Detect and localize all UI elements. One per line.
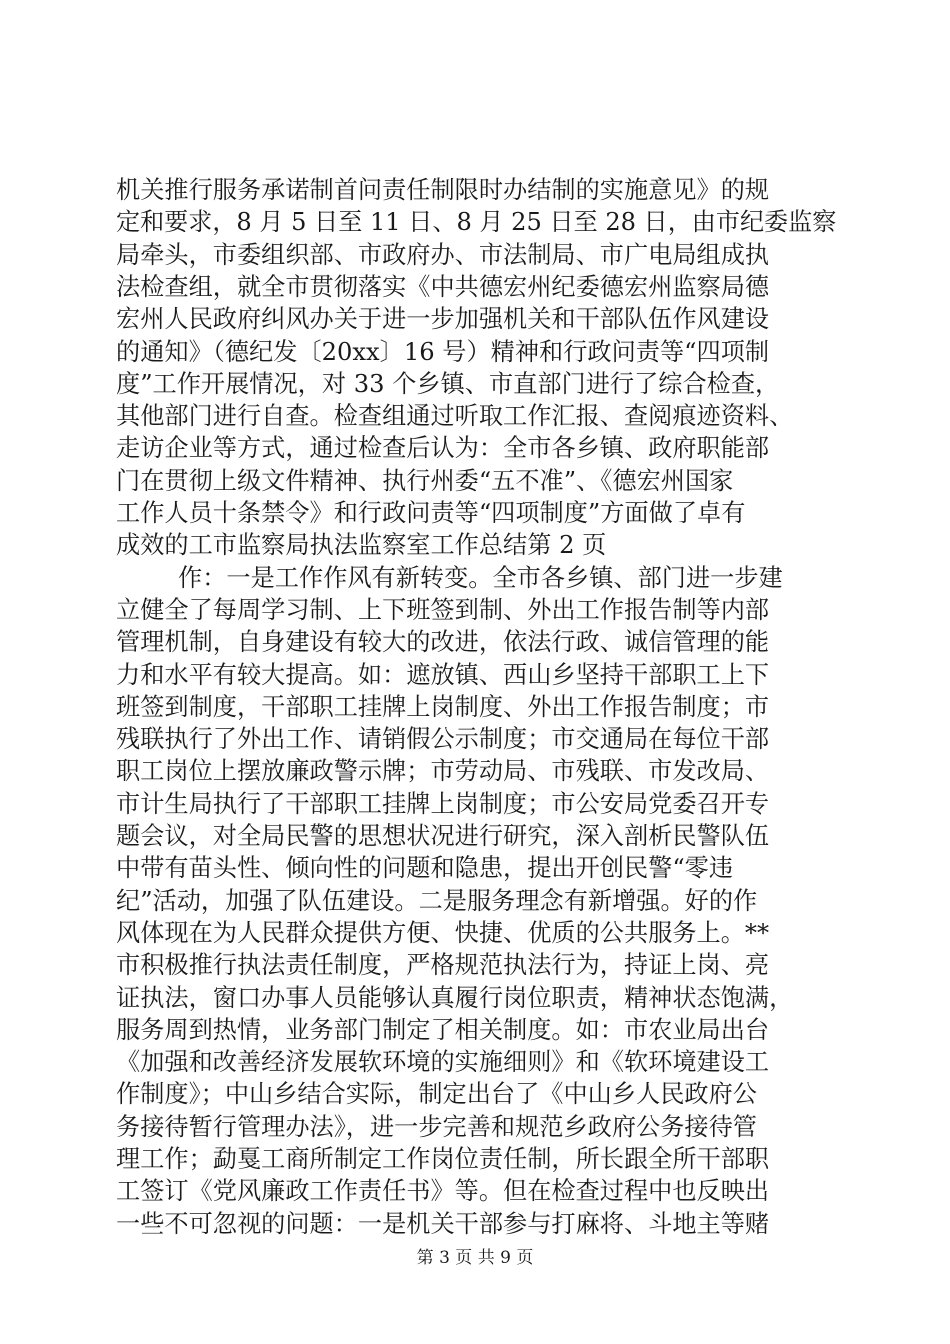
text-line: 班签到制度，干部职工挂牌上岗制度、外出工作报告制度；市 xyxy=(116,692,770,721)
text-line: 服务周到热情，业务部门制定了相关制度。如：市农业局出台 xyxy=(116,1015,770,1044)
text-line: 的通知》（德纪发〔20xx〕16 号）精神和行政问责等“四项制 xyxy=(116,337,770,366)
text-line: 题会议，对全局民警的思想状况进行研究，深入剖析民警队伍 xyxy=(116,822,770,850)
text-line: 务接待暂行管理办法》，进一步完善和规范乡政府公务接待管 xyxy=(116,1112,757,1141)
text-line: 证执法，窗口办事人员能够认真履行岗位职责，精神状态饱满， xyxy=(116,983,794,1012)
text-line: 定和要求，8 月 5 日至 11 日、8 月 25 日至 28 日，由市纪委监察 xyxy=(116,208,837,237)
text-line: 法检查组，就全市贯彻落实《中共德宏州纪委德宏州监察局德 xyxy=(116,272,770,301)
text-line: 市计生局执行了干部职工挂牌上岗制度；市公安局党委召开专 xyxy=(116,789,770,818)
text-line: 成效的工市监察局执法监察室工作总结第 2 页 xyxy=(116,531,607,560)
text-line: 工作人员十条禁令》和行政问责等“四项制度”方面做了卓有 xyxy=(116,499,746,527)
text-line: 一些不可忽视的问题：一是机关干部参与打麻将、斗地主等赌 xyxy=(116,1209,770,1238)
text-line: 机关推行服务承诺制首问责任制限时办结制的实施意见》的规 xyxy=(116,176,770,204)
text-line: 立健全了每周学习制、上下班签到制、外出工作报告制等内部 xyxy=(116,595,770,624)
text-line: 走访企业等方式，通过检查后认为：全市各乡镇、政府职能部 xyxy=(116,434,770,463)
text-line: 职工岗位上摆放廉政警示牌；市劳动局、市残联、市发改局、 xyxy=(116,757,770,786)
text-line: 中带有苗头性、倾向性的问题和隐患，提出开创民警“零违 xyxy=(116,854,734,883)
text-line: 管理机制，自身建设有较大的改进，依法行政、诚信管理的能 xyxy=(116,628,770,657)
page-number-footer: 第 3 页 共 9 页 xyxy=(416,1248,534,1268)
text-line: 市积极推行执法责任制度，严格规范执法行为，持证上岗、亮 xyxy=(116,951,770,980)
paragraph-start-line: 作：一是工作作风有新转变。全市各乡镇、部门进一步建 xyxy=(178,563,783,592)
text-line: 力和水平有较大提高。如：遮放镇、西山乡坚持干部职工上下 xyxy=(116,660,770,689)
text-line: 其他部门进行自查。检查组通过听取工作汇报、查阅痕迹资料、 xyxy=(116,402,794,431)
text-line: 门在贯彻上级文件精神、执行州委“五不准”、《德宏州国家 xyxy=(116,466,734,495)
text-line: 纪”活动，加强了队伍建设。二是服务理念有新增强。好的作 xyxy=(116,886,758,915)
text-line: 《加强和改善经济发展软环境的实施细则》和《软环境建设工 xyxy=(116,1048,770,1077)
text-line: 宏州人民政府纠风办关于进一步加强机关和干部队伍作风建设 xyxy=(116,305,770,334)
text-line: 理工作；勐戛工商所制定工作岗位责任制，所长跟全所干部职 xyxy=(116,1145,770,1173)
text-line: 局牵头，市委组织部、市政府办、市法制局、市广电局组成执 xyxy=(116,240,770,269)
text-line: 度”工作开展情况，对 33 个乡镇、市直部门进行了综合检查， xyxy=(116,369,780,398)
text-line: 风体现在为人民群众提供方便、快捷、优质的公共服务上。** xyxy=(116,918,770,947)
text-line: 作制度》；中山乡结合实际，制定出台了《中山乡人民政府公 xyxy=(116,1080,757,1109)
text-line: 工签订《党风廉政工作责任书》等。但在检查过程中也反映出 xyxy=(116,1177,770,1206)
text-line: 残联执行了外出工作、请销假公示制度；市交通局在每位干部 xyxy=(116,725,770,754)
